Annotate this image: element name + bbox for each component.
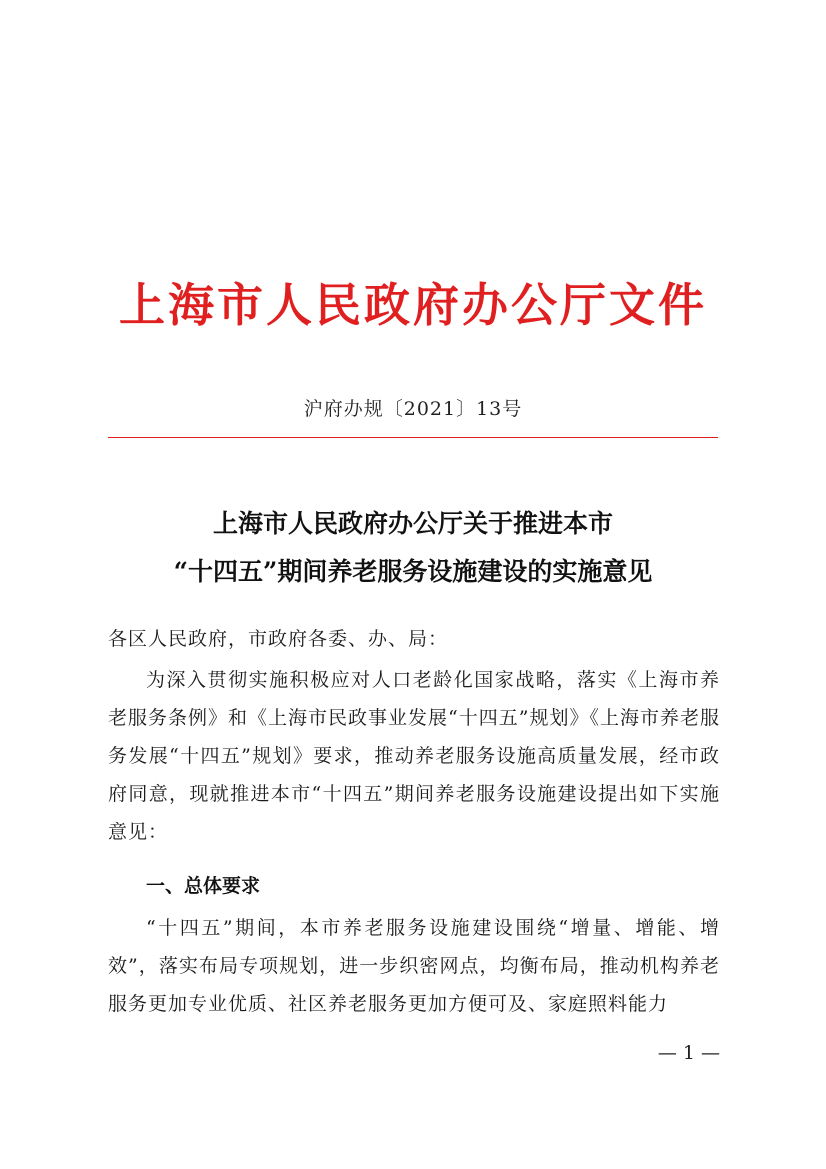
title-line-1: 上海市人民政府办公厅关于推进本市 bbox=[212, 509, 613, 538]
section-heading-1: 一、总体要求 bbox=[146, 875, 261, 897]
document-number: 沪府办规〔2021〕13号 bbox=[303, 398, 523, 420]
title-line-2: “十四五”期间养老服务设施建设的实施意见 bbox=[173, 557, 653, 586]
document-title bbox=[60, 500, 766, 596]
red-divider-line bbox=[108, 437, 718, 438]
addressee-line: 各区人民政府，市政府各委、办、局： bbox=[108, 628, 449, 650]
section-1-paragraph: “十四五”期间，本市养老服务设施建设围绕“增量、增能、增效”，落实布局专项规划，进一步织密网点，均衡布局，推动机构养老服务更加专业优质、社区养老服务更加方便可及、家庭照料能力 bbox=[108, 917, 720, 1015]
intro-paragraph: 为深入贯彻实施积极应对人口老龄化国家战略，落实《上海市养老服务条例》和《上海市民政事业发展“十四五”规划》《上海市养老服务发展“十四五”规划》要求，推动养老服务设施高质量发展，经市政府同意，现就推进本市“十四五”期间养老服务设施建设提出如下实施意见： bbox=[108, 669, 720, 843]
page-number: — 1 — bbox=[657, 1042, 720, 1064]
issuer-masthead: 上海市人民政府办公厅文件 bbox=[119, 278, 707, 332]
